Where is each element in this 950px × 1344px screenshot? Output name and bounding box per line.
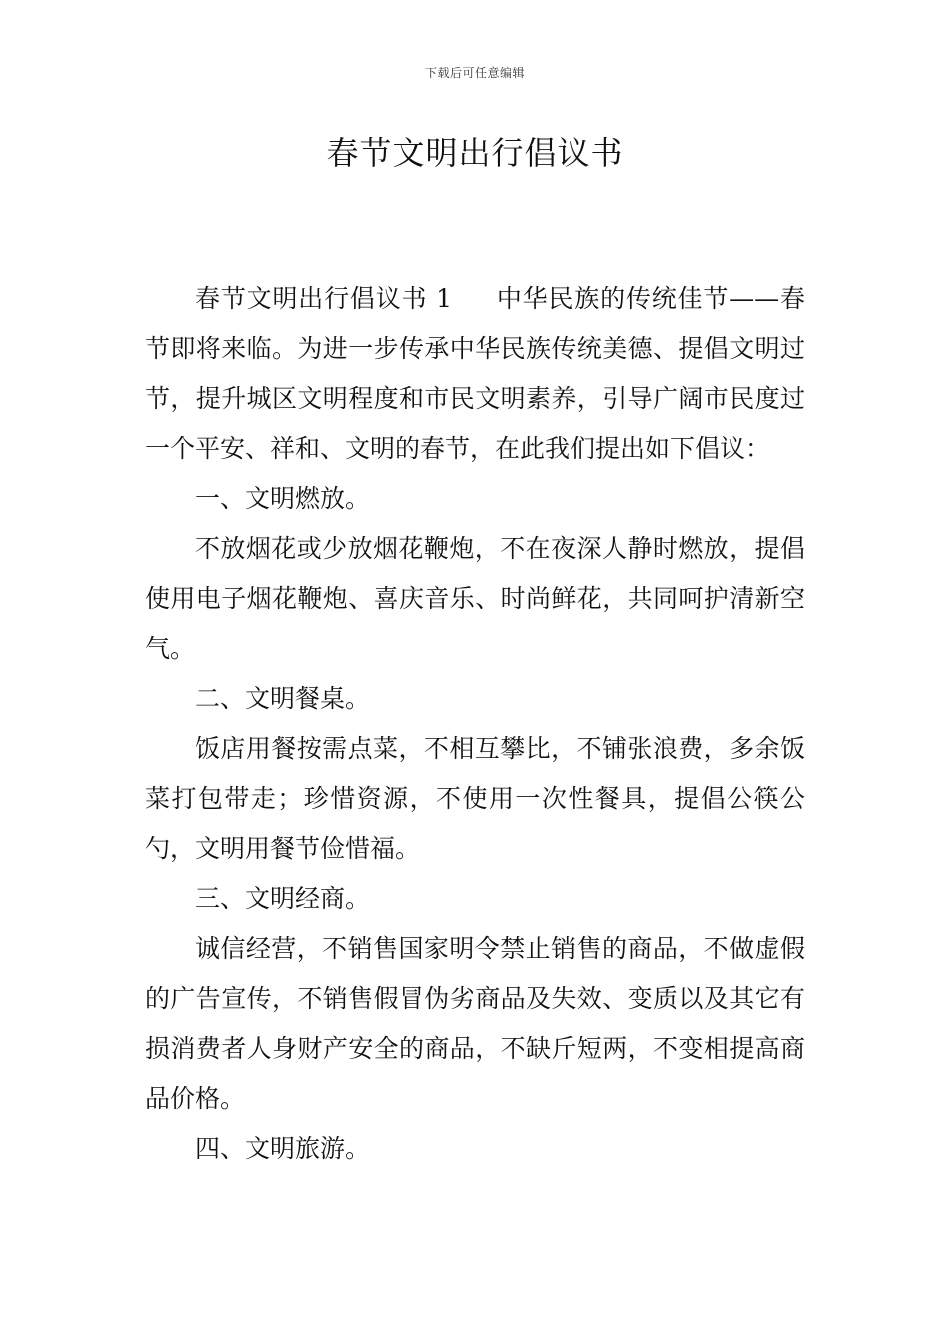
section-heading-travel: 四、文明旅游。 <box>195 1134 371 1163</box>
document-title: 春节文明出行倡议书 <box>326 134 624 172</box>
intro-lead: 春节文明出行倡议书 1 <box>195 284 453 313</box>
intro-paragraph <box>145 274 805 474</box>
section-text-business: 诚信经营，不销售国家明令禁止销售的商品，不做虚假的广告宣传，不销售假冒伪劣商品及失效、变质以及其它有损消费者人身财产安全的商品，不缺斤短两，不变相提高商品价格。 <box>145 934 805 1113</box>
section-heading-fireworks: 一、文明燃放。 <box>195 484 371 513</box>
section-text-fireworks: 不放烟花或少放烟花鞭炮，不在夜深人静时燃放，提倡使用电子烟花鞭炮、喜庆音乐、时尚鲜花，共同呵护清新空气。 <box>145 534 805 663</box>
intro-text: 中华民族的传统佳节——春节即将来临。为进一步传承中华民族传统美德、提倡文明过节，提升城区文明程度和市民文明素养，引导广阔市民度过一个平安、祥和、文明的春节，在此我们提出如下倡议： <box>145 284 805 463</box>
document-body <box>145 274 805 1174</box>
section-text-dining: 饭店用餐按需点菜，不相互攀比，不铺张浪费，多余饭菜打包带走；珍惜资源，不使用一次性餐具，提倡公筷公勺，文明用餐节俭惜福。 <box>145 734 805 863</box>
section-heading-dining: 二、文明餐桌。 <box>195 684 371 713</box>
section-heading-business: 三、文明经商。 <box>195 884 371 913</box>
header-note: 下载后可任意编辑 <box>424 66 525 80</box>
